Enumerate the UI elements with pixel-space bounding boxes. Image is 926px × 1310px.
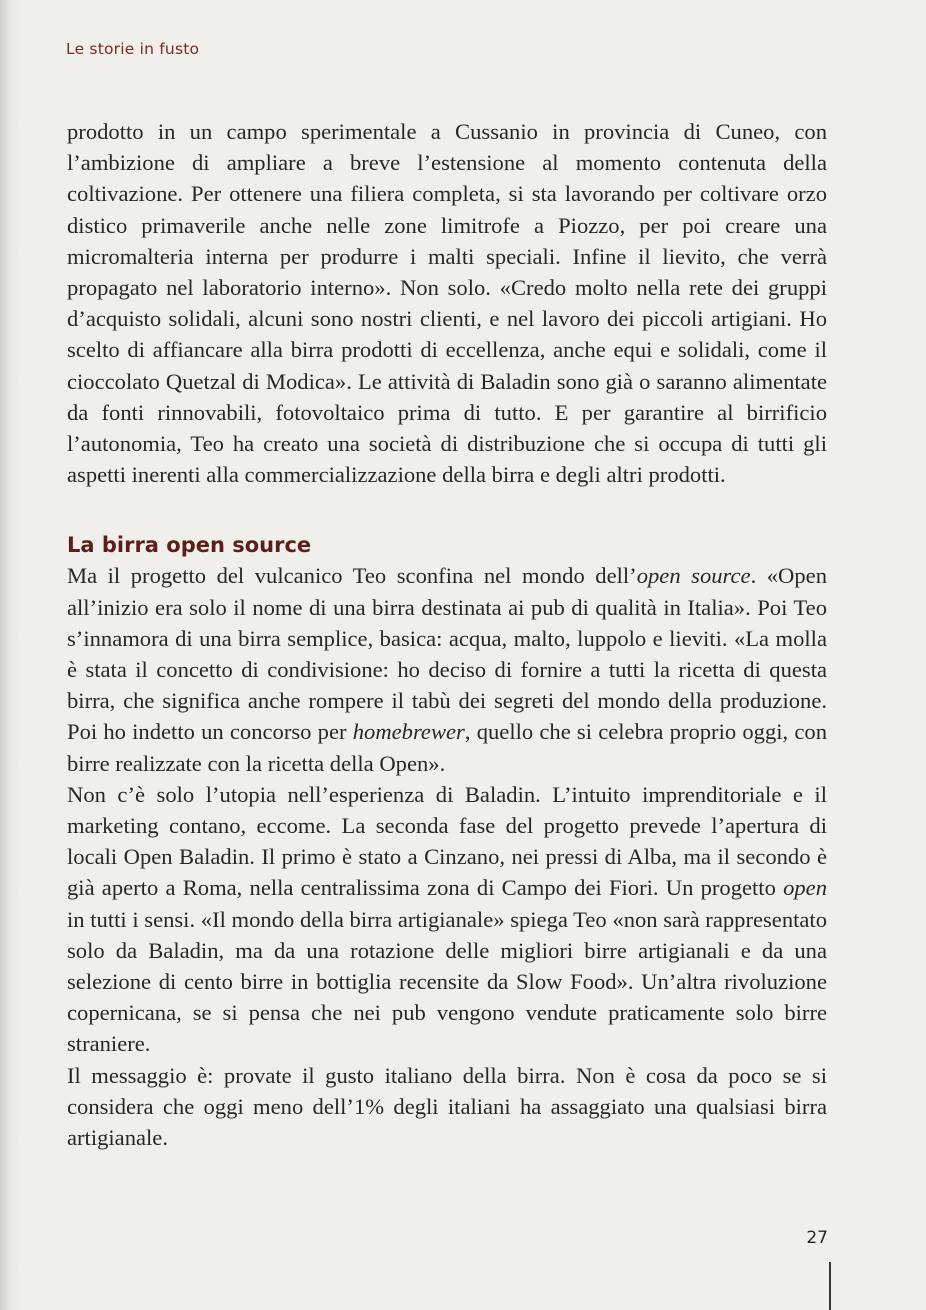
paragraph-3-text-a: Non c’è solo l’utopia nell’esperienza di Baladin. L’intuito imprenditoriale e il marketing contano, eccome. La seconda fase del progetto prevede l’apertura di locali Open Baladin. Il primo è stato a Cinzano, nei pressi di Alba, ma il secondo è già aperto a Roma, nella centralissima zona di Campo dei Fiori. Un progetto: [67, 781, 827, 901]
paragraph-spacer: [67, 490, 827, 530]
body-text: [67, 116, 827, 1153]
paragraph-2-italic-open-source: open source: [636, 563, 751, 589]
paragraph-2-text-b: . «Open all’inizio era solo il nome di una birra destinata ai pub di qualità in Italia». Poi Teo s’innamora di una birra semplice, basica: acqua, malto, luppolo e lieviti. «La molla è stata il concetto di condivisione: ho deciso di fornire a tutti la ricetta di questa birra, che significa anche rompere il tabù dei segreti del mondo della produzione. Poi ho indetto un concorso per: [67, 563, 827, 745]
paragraph-4-text: Il messaggio è: provate il gusto italiano della birra. Non è cosa da poco se si considera che oggi meno dell’1% degli italiani ha assaggiato una qualsiasi birra artigianale.: [67, 1062, 827, 1151]
paragraph-2: [67, 560, 827, 778]
page-edge-shadow: [0, 0, 18, 1310]
paragraph-4: [67, 1060, 827, 1154]
section-heading: La birra open source: [67, 533, 312, 558]
paragraph-2-text-c: , quello che si celebra proprio oggi, con birre realizzate con la ricetta della Open».: [67, 719, 827, 776]
paragraph-3-italic-open: open: [783, 875, 827, 901]
paragraph-2-text-a: Ma il progetto del vulcanico Teo sconfina nel mondo dell’: [67, 563, 637, 589]
paragraph-2-italic-homebrewer: homebrewer: [352, 719, 465, 745]
paragraph-3: [67, 779, 827, 1060]
page-number: 27: [806, 1228, 828, 1248]
paragraph-3-text-b: in tutti i sensi. «Il mondo della birra artigianale» spiega Teo «non sarà rappresentato solo da Baladin, ma da una rotazione delle migliori birre artigianali e da una selezione di cento birre in bottiglia recensite da Slow Food». Un’altra rivoluzione copernicana, se si pensa che nei pub vengono vendute praticamente solo birre straniere.: [67, 906, 827, 1057]
running-header: Le storie in fusto: [66, 40, 200, 58]
margin-rule: [829, 1262, 831, 1310]
paragraph-1-text: prodotto in un campo sperimentale a Cussanio in provincia di Cuneo, con l’ambizione di ampliare a breve l’estensione al momento contenuta della coltivazione. Per ottenere una filiera completa, si sta lavorando per coltivare orzo distico primaverile anche nelle zone limitrofe a Piozzo, per poi creare una micromalteria interna per produrre i malti speciali. Infine il lievito, che verrà propagato nel laboratorio interno». Non solo. «Credo molto nella rete dei gruppi d’acquisto solidali, alcuni sono nostri clienti, e nel lavoro dei piccoli artigiani. Ho scelto di affiancare alla birra prodotti di eccellenza, anche equi e solidali, come il cioccolato Quetzal di Modica». Le attività di Baladin sono già o saranno alimentate da fonti rinnovabili, fotovoltaico prima di tutto. E per garantire al birrificio l’autonomia, Teo ha creato una società di distribuzione che si occupa di tutti gli aspetti inerenti alla commercializzazione della birra e degli altri prodotti.: [67, 119, 827, 488]
paragraph-1: [67, 116, 827, 490]
